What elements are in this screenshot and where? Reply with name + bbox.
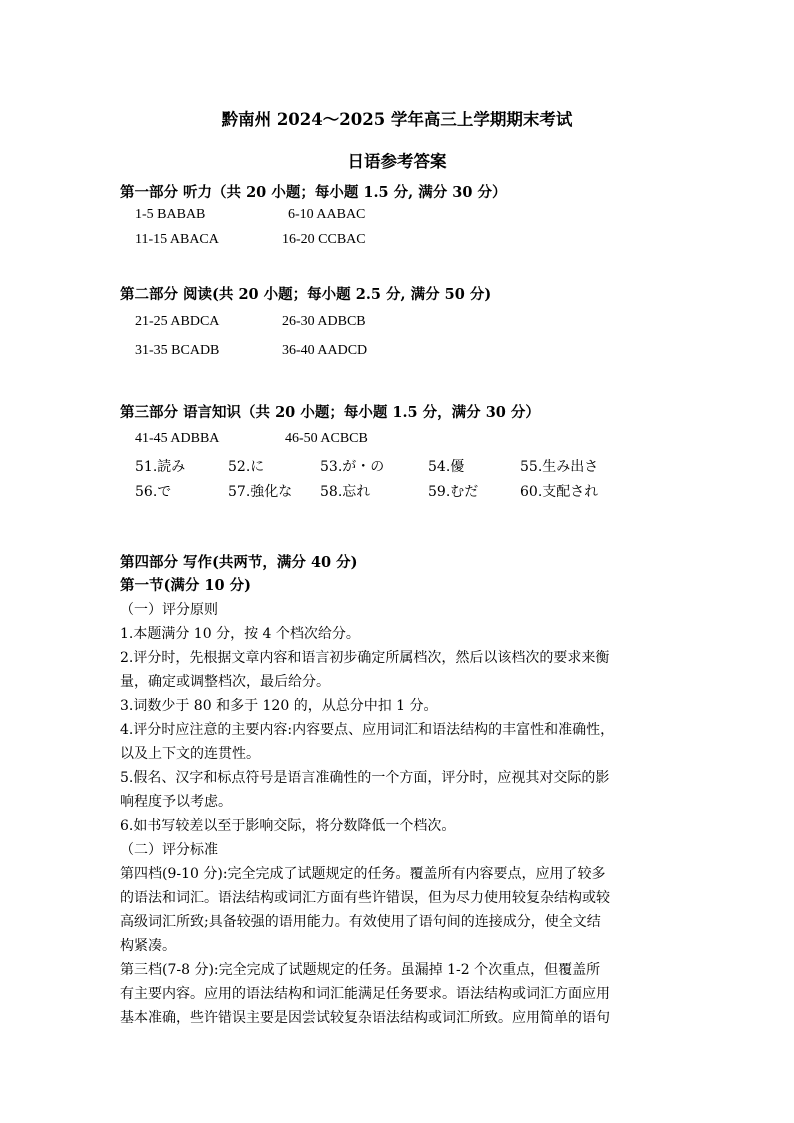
body-line: 量，确定或调整档次，最后给分。 (120, 674, 330, 690)
body-line: 构紧凑。 (120, 938, 176, 954)
document-subtitle: 日语参考答案 (347, 152, 447, 171)
part4-section1-heading: 第一节(满分 10 分) (120, 577, 251, 594)
part1-answer: 16-20 CCBAC (282, 232, 366, 247)
part3-answer: 41-45 ADBBA (135, 431, 220, 446)
document-title: 黔南州 2024～2025 学年高三上学期期末考试 (221, 110, 573, 129)
fill-answer: 53.が・の (320, 459, 385, 475)
fill-answer: 55.生み出さ (520, 459, 599, 475)
body-line: 基本准确，些许错误主要是因尝试较复杂语法结构或词汇所致。应用简单的语句 (120, 1010, 610, 1026)
body-line: 的语法和词汇。语法结构或词汇方面有些许错误，但为尽力使用较复杂结构或较 (120, 890, 610, 906)
part3-heading: 第三部分 语言知识（共 20 小题；每小题 1.5 分，满分 30 分） (120, 404, 540, 421)
body-line: 5.假名、汉字和标点符号是语言准确性的一个方面，评分时，应视其对交际的影 (120, 770, 610, 786)
body-line: 3.词数少于 80 和多于 120 的，从总分中扣 1 分。 (120, 698, 438, 714)
body-line: 以及上下文的连贯性。 (120, 746, 260, 762)
part2-answer: 21-25 ABDCA (135, 314, 220, 329)
fill-answer: 52.に (228, 459, 265, 475)
part2-answer: 26-30 ADBCB (282, 314, 366, 329)
body-line: 1.本题满分 10 分，按 4 个档次给分。 (120, 626, 360, 642)
part2-answer: 31-35 BCADB (135, 343, 220, 358)
part1-answer: 6-10 AABAC (288, 207, 366, 222)
body-line: 第四档(9-10 分):完全完成了试题规定的任务。覆盖所有内容要点，应用了较多 (120, 866, 606, 882)
body-line: 有主要内容。应用的语法结构和词汇能满足任务要求。语法结构或词汇方面应用 (120, 986, 610, 1002)
body-line: （二）评分标准 (120, 842, 218, 858)
body-line: 4.评分时应注意的主要内容:内容要点、应用词汇和语法结构的丰富性和准确性， (120, 722, 615, 738)
body-line: 2.评分时，先根据文章内容和语言初步确定所属档次，然后以该档次的要求来衡 (120, 650, 610, 666)
part1-heading: 第一部分 听力（共 20 小题；每小题 1.5 分, 满分 30 分） (120, 184, 507, 201)
part4-heading: 第四部分 写作(共两节，满分 40 分) (120, 554, 358, 571)
part2-heading: 第二部分 阅读(共 20 小题；每小题 2.5 分, 满分 50 分) (120, 286, 492, 303)
body-line: （一）评分原则 (120, 602, 218, 618)
fill-answer: 57.強化な (228, 484, 293, 500)
part1-answer: 1-5 BABAB (135, 207, 206, 222)
fill-answer: 59.むだ (428, 484, 479, 500)
part1-answer: 11-15 ABACA (135, 232, 219, 247)
fill-answer: 51.読み (135, 459, 186, 475)
fill-answer: 54.優 (428, 459, 465, 475)
part2-answer: 36-40 AADCD (282, 343, 368, 358)
fill-answer: 58.忘れ (320, 484, 371, 500)
fill-answer: 60.支配され (520, 484, 599, 500)
body-line: 响程度予以考虑。 (120, 794, 232, 810)
body-line: 高级词汇所致;具备较强的语用能力。有效使用了语句间的连接成分，使全文结 (120, 914, 601, 930)
body-line: 6.如书写较差以至于影响交际，将分数降低一个档次。 (120, 818, 456, 834)
part3-answer: 46-50 ACBCB (285, 431, 368, 446)
fill-answer: 56.で (135, 484, 172, 500)
body-line: 第三档(7-8 分):完全完成了试题规定的任务。虽漏掉 1-2 个次重点，但覆盖所 (120, 962, 601, 978)
